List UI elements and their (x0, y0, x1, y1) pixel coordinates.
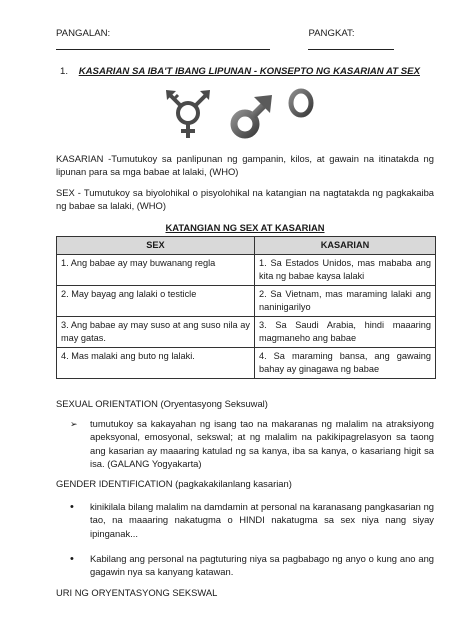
transgender-symbol-icon (162, 86, 214, 144)
sex-definition: SEX - Tumutukoy sa biyolohikal o pisyolohikal na katangian na nagtatakda ng pagkakaiba ng babae sa lalaki, (WHO) (56, 187, 434, 212)
table-cell: 1. Sa Estados Unidos, mas mababa ang kita ng babae kaysa lalaki (255, 255, 436, 286)
table-row (57, 348, 436, 379)
table-cell: 4. Mas malaki ang buto ng lalaki. (57, 348, 255, 379)
header-line (56, 28, 434, 50)
table-cell: 4. Sa maraming bansa, ang gawaing bahay ay ginagawa ng babae (255, 348, 436, 379)
female-symbol-icon (284, 86, 318, 144)
table-cell: 3. Sa Saudi Arabia, hindi maaaring magmaneho ang babae (255, 317, 436, 348)
list-item (70, 552, 434, 579)
dot-bullet-icon (70, 552, 82, 566)
table-cell: 3. Ang babae ay may suso at ang suso nila ay may gatas. (57, 317, 255, 348)
pangkat-label: PANGKAT: (308, 28, 355, 39)
uri-heading: URI NG ORYENTASYONG SEKSWAL (56, 587, 218, 598)
pangalan-line (56, 28, 308, 50)
section-title (60, 66, 420, 77)
table-header-kasarian: KASARIAN (255, 237, 436, 255)
table-header-sex: SEX (57, 237, 255, 255)
male-symbol-icon (228, 92, 274, 142)
table-row (57, 286, 436, 317)
sexual-orientation-heading: SEXUAL ORIENTATION (Oryentasyong Seksuwal) (56, 398, 268, 409)
gender-identification-heading: GENDER IDENTIFICATION (pagkakakilanlang kasarian) (56, 478, 292, 489)
pangkat-blank (308, 40, 394, 50)
gender-symbols (162, 84, 322, 144)
pangkat-line (308, 28, 434, 50)
pangalan-blank (56, 40, 270, 50)
table-title: KATANGIAN NG SEX AT KASARIAN (165, 222, 325, 233)
table-header-row (57, 237, 436, 255)
section-number: 1. (60, 66, 69, 77)
sex-kasarian-table (56, 236, 436, 379)
table-cell: 2. Sa Vietnam, mas maraming lalaki ang naninigarilyo (255, 286, 436, 317)
list-item (70, 500, 434, 540)
list-item-text: tumutukoy sa kakayahan ng isang tao na makaranas ng malalim na atraksiyong apeksyonal, emosyonal, sekswal; at ng malalim na pakikipagrelasyon sa taong ang kasarian ay maaaring katulad ng sa kanya, iba sa kanya, o kasariang higit sa isa. (GALANG Yogyakarta) (90, 418, 434, 470)
arrow-bullet-icon (70, 417, 82, 431)
kasarian-definition: KASARIAN -Tumutukoy sa panlipunan ng gampanin, kilos, at gawain na itinatakda ng lipunan para sa mga babae at lalaki, (WHO) (56, 153, 434, 178)
list-item (70, 417, 434, 471)
section-title-text: KASARIAN SA IBA'T IBANG LIPUNAN - KONSEPTO NG KASARIAN AT SEX (78, 66, 420, 77)
table-cell: 1. Ang babae ay may buwanang regla (57, 255, 255, 286)
pangalan-label: PANGALAN: (56, 28, 111, 39)
table-row (57, 255, 436, 286)
list-item-text: kinikilala bilang malalim na damdamin at personal na karanasang pangkasarian ng tao, na maaaring nakatugma o HINDI nakatugma sa sex niya nang siyay ipinganak... (90, 501, 434, 539)
table-row (57, 317, 436, 348)
list-item-text: Kabilang ang personal na pagtuturing niya sa pagbabago ng anyo o kung ano ang gagawin nya sa kanyang katawan. (90, 553, 434, 578)
dot-bullet-icon (70, 500, 82, 514)
table-cell: 2. May bayag ang lalaki o testicle (57, 286, 255, 317)
